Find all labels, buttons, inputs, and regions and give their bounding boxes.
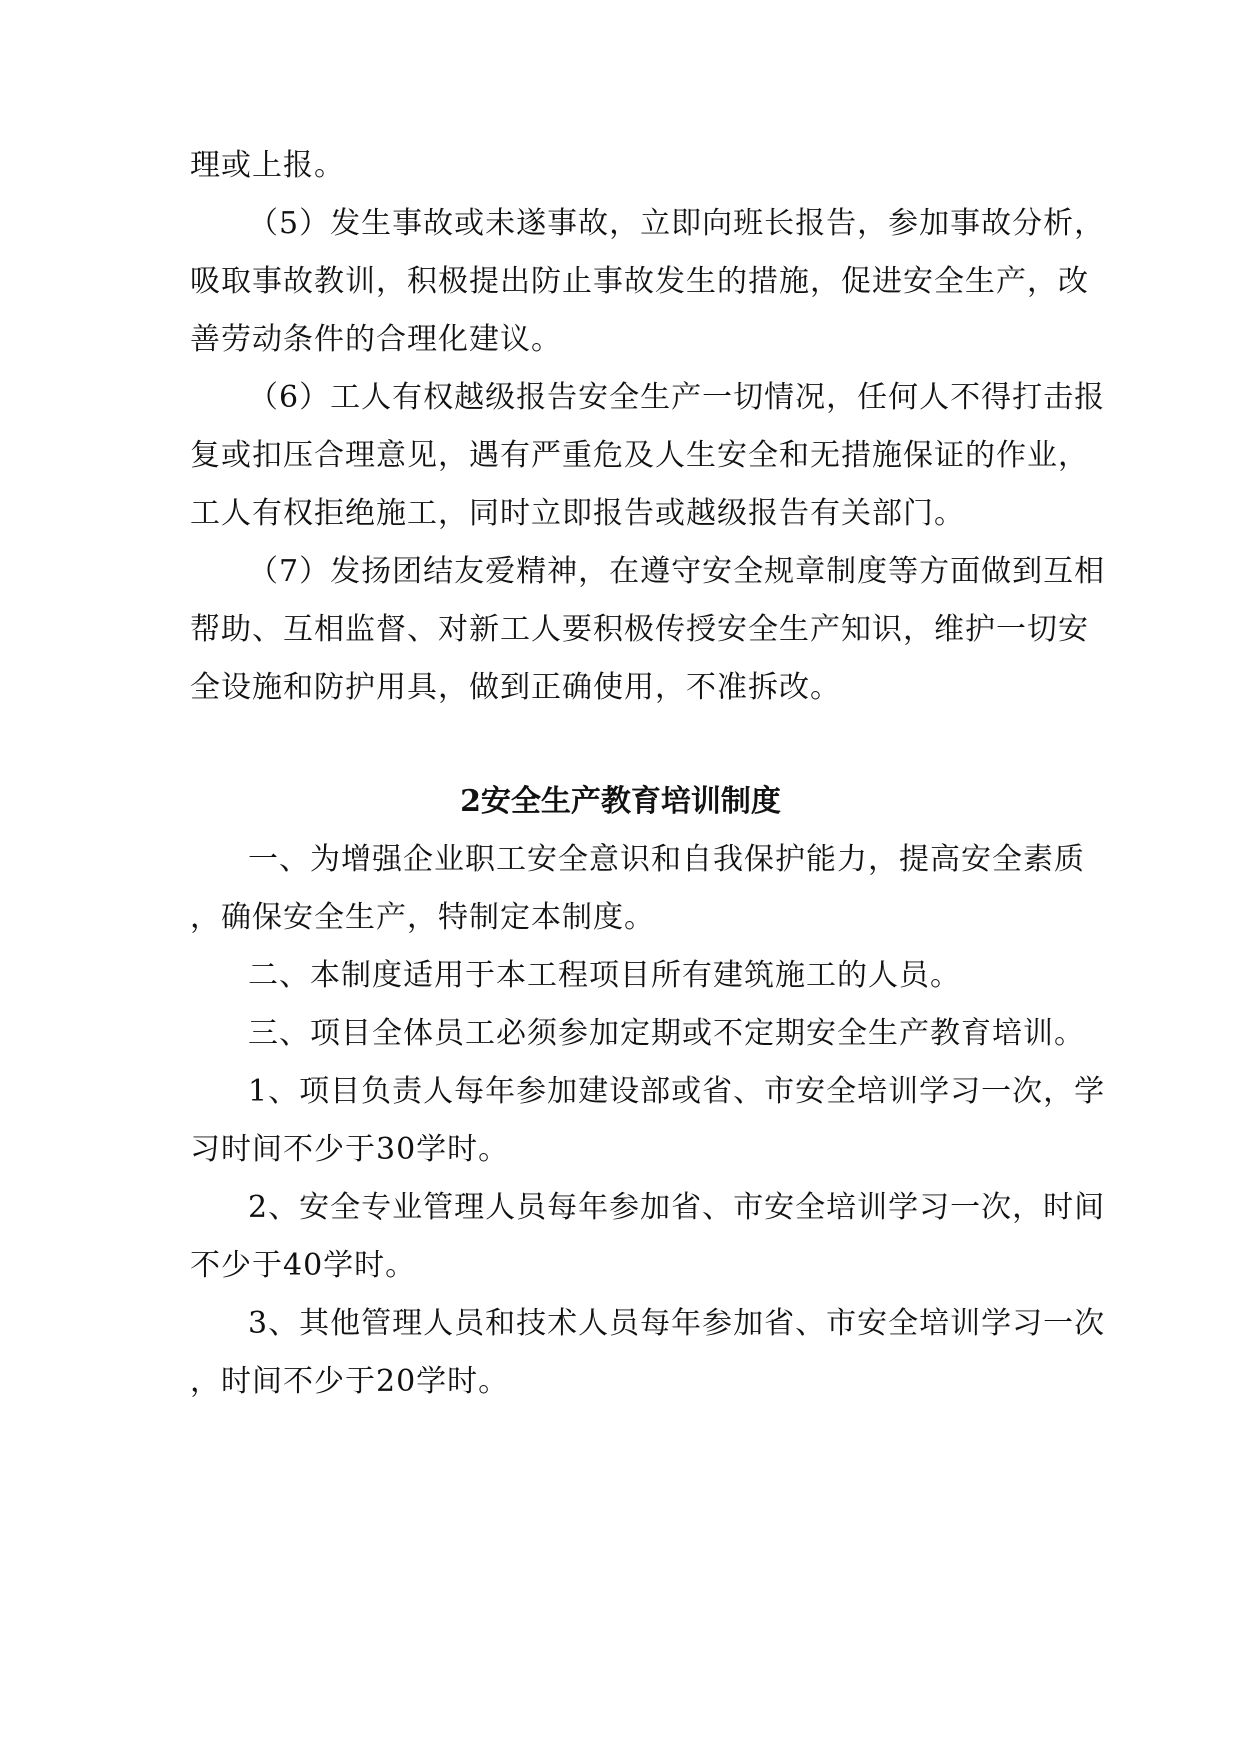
clause-1-start: 一、为增强企业职工安全意识和自我保护能力，提高安全素质 (248, 842, 1085, 877)
item-1-start: 1、项目负责人每年参加建设部或省、市安全培训学习一次，学 (248, 1074, 1106, 1109)
text-line: 吸取事故教训，积极提出防止事故发生的措施，促进安全生产，改 (190, 264, 1089, 299)
item-2-start: 2、安全专业管理人员每年参加省、市安全培训学习一次，时间 (248, 1190, 1106, 1225)
text-line: 善劳动条件的合理化建议。 (190, 322, 562, 357)
item-3-start: 3、其他管理人员和技术人员每年参加省、市安全培训学习一次 (248, 1306, 1106, 1341)
paragraph-6-start: （6）工人有权越级报告安全生产一切情况，任何人不得打击报 (248, 380, 1106, 415)
text-line: 理或上报。 (190, 148, 345, 183)
text-line: 复或扣压合理意见，遇有严重危及人生安全和无措施保证的作业， (190, 438, 1089, 473)
clause-3: 三、项目全体员工必须参加定期或不定期安全生产教育培训。 (248, 1016, 1085, 1051)
text-line: 工人有权拒绝施工，同时立即报告或越级报告有关部门。 (190, 496, 965, 531)
text-line: ，确保安全生产，特制定本制度。 (190, 900, 655, 935)
section-title: 2安全生产教育培训制度 (460, 784, 781, 819)
text-line: 不少于40学时。 (190, 1248, 417, 1283)
text-line: ，时间不少于20学时。 (190, 1364, 510, 1399)
paragraph-7-start: （7）发扬团结友爱精神，在遵守安全规章制度等方面做到互相 (248, 554, 1106, 589)
paragraph-5-start: （5）发生事故或未遂事故，立即向班长报告，参加事故分析， (248, 206, 1106, 241)
text-line: 全设施和防护用具，做到正确使用，不准拆改。 (190, 670, 841, 705)
text-line: 帮助、互相监督、对新工人要积极传授安全生产知识，维护一切安 (190, 612, 1089, 647)
clause-2: 二、本制度适用于本工程项目所有建筑施工的人员。 (248, 958, 961, 993)
text-line: 习时间不少于30学时。 (190, 1132, 510, 1167)
